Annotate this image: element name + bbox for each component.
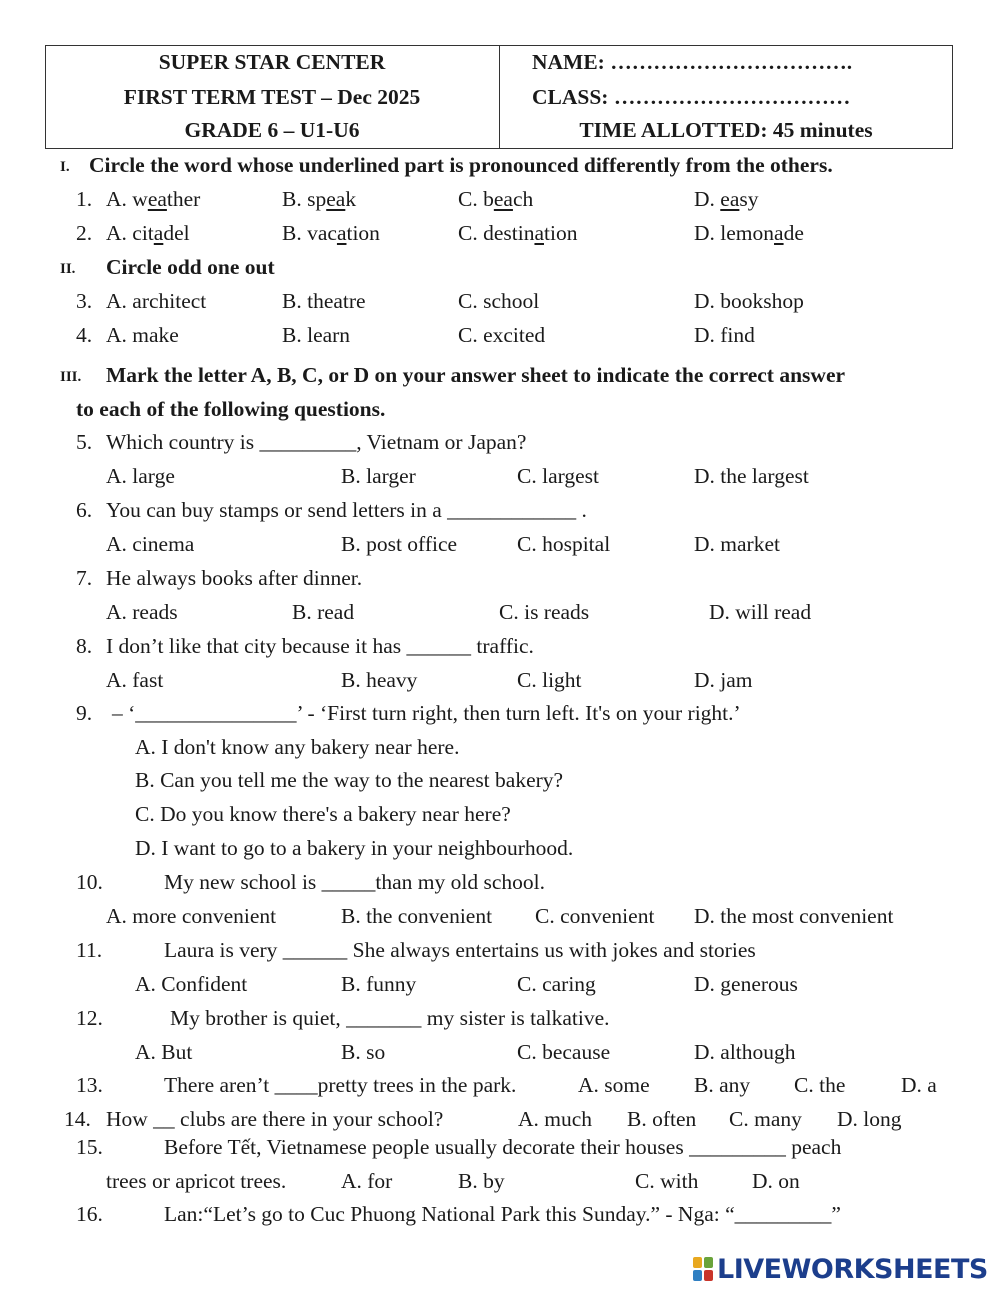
- q5-stem: Which country is _________, Vietnam or Japan?: [106, 430, 527, 454]
- q14-option-a[interactable]: A. much: [518, 1107, 593, 1131]
- time-allotted: TIME ALLOTTED: 45 minutes: [579, 118, 873, 142]
- q4-number: 4.: [76, 323, 93, 347]
- q14-option-b[interactable]: B. often: [627, 1107, 697, 1131]
- q9-option-d[interactable]: D. I want to go to a bakery in your neighbourhood.: [135, 836, 574, 860]
- liveworksheets-logo-text: LIVEWORKSHEETS: [717, 1253, 988, 1285]
- q1-option-a[interactable]: A. weather: [106, 187, 201, 211]
- q13-stem: There aren’t ____pretty trees in the park.: [164, 1073, 517, 1097]
- section-1-title: Circle the word whose underlined part is pronounced differently from the others.: [89, 153, 833, 177]
- q7-number: 7.: [76, 566, 93, 590]
- q1-option-d[interactable]: D. easy: [694, 187, 759, 211]
- q6-option-b[interactable]: B. post office: [341, 532, 458, 556]
- center-name: SUPER STAR CENTER: [158, 50, 386, 74]
- q13-option-a[interactable]: A. some: [578, 1073, 650, 1097]
- section-3-title-line2: to each of the following questions.: [76, 397, 386, 421]
- q13-number: 13.: [76, 1073, 103, 1097]
- q3-option-a[interactable]: A. architect: [106, 289, 207, 313]
- q8-option-c[interactable]: C. light: [517, 668, 582, 692]
- q12-stem: My brother is quiet, _______ my sister is talkative.: [170, 1006, 610, 1030]
- section-1-number: I.: [60, 159, 70, 175]
- q7-option-b[interactable]: B. read: [292, 600, 355, 624]
- q3-option-d[interactable]: D. bookshop: [694, 289, 804, 313]
- q10-stem: My new school is _____than my old school.: [164, 870, 546, 894]
- q11-option-a[interactable]: A. Confident: [135, 972, 248, 996]
- q14-number: 14.: [64, 1107, 91, 1131]
- q10-option-b[interactable]: B. the convenient: [341, 904, 493, 928]
- q6-option-c[interactable]: C. hospital: [517, 532, 611, 556]
- class-field[interactable]: CLASS: ……………………………: [532, 85, 851, 109]
- q4-option-c[interactable]: C. excited: [458, 323, 546, 347]
- q7-stem: He always books after dinner.: [106, 566, 363, 590]
- q11-option-b[interactable]: B. funny: [341, 972, 417, 996]
- q12-number: 12.: [76, 1006, 103, 1030]
- q3-number: 3.: [76, 289, 93, 313]
- q4-option-b[interactable]: B. learn: [282, 323, 351, 347]
- q4-option-d[interactable]: D. find: [694, 323, 755, 347]
- q1-number: 1.: [76, 187, 93, 211]
- q12-option-a[interactable]: A. But: [135, 1040, 193, 1064]
- q11-option-c[interactable]: C. caring: [517, 972, 596, 996]
- section-3-title-line1: Mark the letter A, B, C, or D on your answer sheet to indicate the correct answer: [106, 363, 846, 387]
- q14-option-c[interactable]: C. many: [729, 1107, 802, 1131]
- q7-option-d[interactable]: D. will read: [709, 600, 812, 624]
- q5-option-c[interactable]: C. largest: [517, 464, 600, 488]
- q6-option-a[interactable]: A. cinema: [106, 532, 195, 556]
- q2-option-b[interactable]: B. vacation: [282, 221, 380, 245]
- q14-stem: How __ clubs are there in your school?: [106, 1107, 444, 1131]
- q3-option-c[interactable]: C. school: [458, 289, 540, 313]
- q11-stem: Laura is very ______ She always entertains us with jokes and stories: [164, 938, 756, 962]
- q2-option-c[interactable]: C. destination: [458, 221, 578, 245]
- q7-option-a[interactable]: A. reads: [106, 600, 178, 624]
- q6-stem: You can buy stamps or send letters in a ____________ .: [106, 498, 587, 522]
- q9-stem: – ‘_______________’ - ‘First turn right, then turn left. It's on your right.’: [112, 701, 741, 725]
- q2-number: 2.: [76, 221, 93, 245]
- q10-option-d[interactable]: D. the most convenient: [694, 904, 894, 928]
- q15-option-b[interactable]: B. by: [458, 1169, 505, 1193]
- q7-option-c[interactable]: C. is reads: [499, 600, 590, 624]
- q8-option-d[interactable]: D. jam: [694, 668, 753, 692]
- q15-number: 15.: [76, 1135, 103, 1159]
- q2-option-d[interactable]: D. lemonade: [694, 221, 804, 245]
- q9-number: 9.: [76, 701, 93, 725]
- q13-option-c[interactable]: C. the: [794, 1073, 846, 1097]
- q15-option-c[interactable]: C. with: [635, 1169, 699, 1193]
- q10-option-a[interactable]: A. more convenient: [106, 904, 277, 928]
- q13-option-d[interactable]: D. a: [901, 1073, 937, 1097]
- q12-option-b[interactable]: B. so: [341, 1040, 386, 1064]
- q14-option-d[interactable]: D. long: [837, 1107, 902, 1131]
- q6-number: 6.: [76, 498, 93, 522]
- q8-stem: I don’t like that city because it has ______ traffic.: [106, 634, 534, 658]
- name-field[interactable]: NAME: …………………………….: [532, 50, 853, 74]
- q16-number: 16.: [76, 1202, 103, 1226]
- q2-option-a[interactable]: A. citadel: [106, 221, 190, 245]
- q10-number: 10.: [76, 870, 103, 894]
- q12-option-c[interactable]: C. because: [517, 1040, 611, 1064]
- q15-stem: Before Tết, Vietnamese people usually decorate their houses _________ peach: [164, 1135, 842, 1159]
- q15-stem-line2: trees or apricot trees.: [106, 1169, 287, 1193]
- q9-option-a[interactable]: A. I don't know any bakery near here.: [135, 735, 460, 759]
- section-2-number: II.: [60, 261, 76, 277]
- liveworksheets-logo: [692, 1253, 988, 1285]
- q5-option-b[interactable]: B. larger: [341, 464, 416, 488]
- q8-option-b[interactable]: B. heavy: [341, 668, 418, 692]
- q12-option-d[interactable]: D. although: [694, 1040, 796, 1064]
- q9-option-b[interactable]: B. Can you tell me the way to the nearest bakery?: [135, 768, 564, 792]
- q9-option-c[interactable]: C. Do you know there's a bakery near here?: [135, 802, 511, 826]
- q11-option-d[interactable]: D. generous: [694, 972, 798, 996]
- q3-option-b[interactable]: B. theatre: [282, 289, 366, 313]
- q15-option-d[interactable]: D. on: [752, 1169, 800, 1193]
- q5-option-d[interactable]: D. the largest: [694, 464, 809, 488]
- q8-number: 8.: [76, 634, 93, 658]
- q1-option-c[interactable]: C. beach: [458, 187, 534, 211]
- q1-option-b[interactable]: B. speak: [282, 187, 357, 211]
- q8-option-a[interactable]: A. fast: [106, 668, 164, 692]
- q6-option-d[interactable]: D. market: [694, 532, 780, 556]
- q16-stem: Lan:“Let’s go to Cuc Phuong National Park this Sunday.” - Nga: “_________”: [164, 1202, 841, 1226]
- test-title: FIRST TERM TEST – Dec 2025: [123, 85, 421, 109]
- q15-option-a[interactable]: A. for: [341, 1169, 393, 1193]
- grade-label: GRADE 6 – U1-U6: [184, 118, 360, 142]
- q13-option-b[interactable]: B. any: [694, 1073, 751, 1097]
- q11-number: 11.: [76, 938, 103, 962]
- q10-option-c[interactable]: C. convenient: [535, 904, 655, 928]
- section-2-title: Circle odd one out: [106, 255, 275, 279]
- q4-option-a[interactable]: A. make: [106, 323, 179, 347]
- q5-option-a[interactable]: A. large: [106, 464, 175, 488]
- q5-number: 5.: [76, 430, 93, 454]
- liveworksheets-logo-icon: [692, 1256, 714, 1282]
- section-3-number: III.: [60, 369, 82, 385]
